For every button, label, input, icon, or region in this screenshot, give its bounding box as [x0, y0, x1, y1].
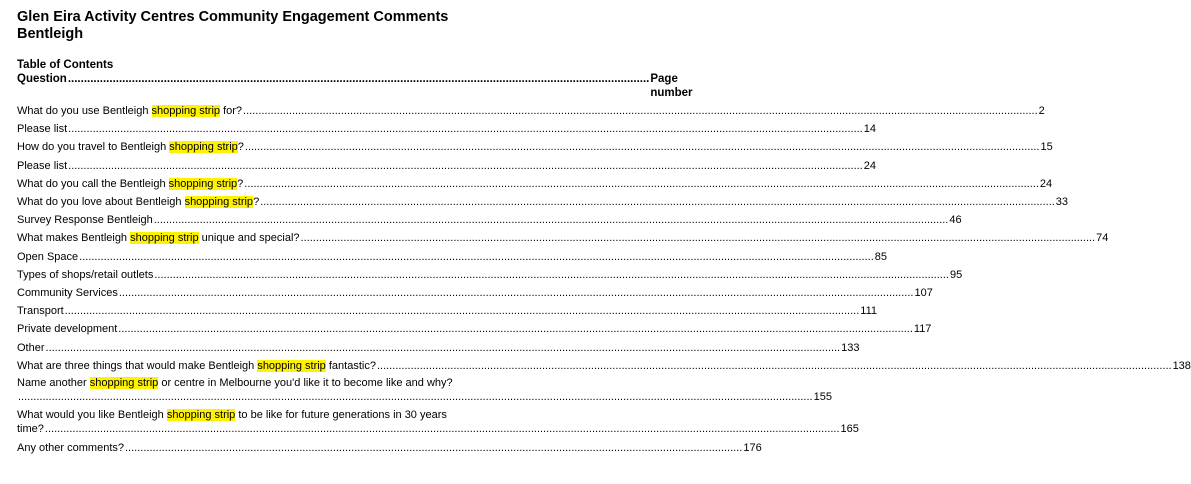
- toc-entry-page: 33: [1055, 196, 1069, 209]
- leader-dots: ....................................................................................................................................................................................................................................................................: [244, 141, 1040, 154]
- toc-entry[interactable]: [17, 229, 1109, 247]
- toc-entry-page: 24: [863, 159, 876, 172]
- leader-dots: ....................................................................................................................................................................................................................................................................: [79, 250, 874, 263]
- toc-entry[interactable]: [17, 138, 1053, 156]
- leader-dots: ....................................................................................................................................................................................................................................................................: [244, 177, 1039, 190]
- search-highlight: shopping strip: [166, 409, 236, 422]
- toc-entry[interactable]: [17, 375, 832, 404]
- leader-dots: ....................................................................................................................................................................................................................................................................: [118, 287, 914, 300]
- toc-entry-page: 176: [743, 442, 762, 455]
- leader-dots: ....................................................................................................................................................................................................................................................................: [64, 305, 860, 318]
- toc-entry-text: What are three things that would make Bentleigh shopping strip fantastic?: [17, 359, 376, 372]
- toc-entry[interactable]: [17, 211, 962, 229]
- leader-dots: ....................................................................................................................................................................................................................................................................: [260, 196, 1055, 209]
- toc-entry[interactable]: [17, 407, 859, 436]
- search-highlight: shopping strip: [168, 177, 238, 190]
- search-highlight: shopping strip: [151, 105, 221, 117]
- column-question-label: Question: [17, 73, 67, 85]
- toc-entry[interactable]: [17, 357, 1191, 375]
- leader-dots: ......................................................................................................................................................................................: [67, 73, 650, 85]
- toc-entry-page: 155: [813, 390, 832, 403]
- toc-entry[interactable]: [17, 339, 860, 357]
- toc-entry-page: 117: [913, 323, 932, 336]
- toc-entry[interactable]: [17, 193, 1069, 211]
- search-highlight: shopping strip: [89, 377, 159, 390]
- toc-entry-text: What do you call the Bentleigh shopping strip?: [17, 177, 244, 190]
- toc-entry-page: 133: [841, 341, 860, 354]
- toc-entry-page: 85: [874, 250, 888, 263]
- toc-entry-text-continued: time?: [17, 422, 44, 435]
- toc-entry-text: Any other comments?: [17, 442, 124, 455]
- toc-entry-page: 2: [1038, 105, 1045, 117]
- toc-entry[interactable]: [17, 266, 963, 284]
- leader-dots: ....................................................................................................................................................................................................................................................................: [18, 390, 813, 403]
- toc-entry-text: What do you love about Bentleigh shopping strip?: [17, 196, 260, 209]
- toc-entry[interactable]: [17, 157, 876, 175]
- toc-entry-page: 74: [1096, 232, 1109, 245]
- leader-dots: ....................................................................................................................................................................................................................................................................: [45, 341, 841, 354]
- toc-entry[interactable]: [17, 102, 1045, 120]
- toc-column-header: [17, 72, 693, 100]
- toc-entry-text: Open Space: [17, 250, 79, 263]
- column-page-label: Page number: [650, 73, 693, 99]
- toc-entry-page: 107: [914, 287, 933, 300]
- toc-entry-page: 14: [863, 123, 876, 136]
- document-title: Glen Eira Activity Centres Community Engagement Comments Bentleigh: [17, 9, 449, 42]
- toc-entry-text: What makes Bentleigh shopping strip unique and special?: [17, 232, 300, 245]
- leader-dots: ....................................................................................................................................................................................................................................................................: [153, 214, 949, 227]
- search-highlight: shopping strip: [257, 359, 326, 372]
- toc-entry-text: Other: [17, 341, 45, 354]
- leader-dots: ....................................................................................................................................................................................................................................................................: [300, 232, 1096, 245]
- toc-entry-text: How do you travel to Bentleigh shopping strip?: [17, 141, 244, 154]
- toc-entry-page: 46: [949, 214, 962, 227]
- leader-dots: ....................................................................................................................................................................................................................................................................: [154, 268, 949, 281]
- leader-dots: ....................................................................................................................................................................................................................................................................: [68, 123, 863, 136]
- toc-entry-text: What do you use Bentleigh shopping strip for?: [17, 105, 243, 117]
- leader-dots: ..........................................................................................................................................................................................................: [125, 442, 743, 455]
- toc-entry[interactable]: [17, 302, 878, 320]
- toc-entry[interactable]: [17, 284, 933, 302]
- toc-entry-page: 95: [949, 268, 963, 281]
- toc-entry-text: Please list: [17, 123, 68, 136]
- toc-entry-text: Types of shops/retail outlets: [17, 268, 154, 281]
- toc-entry[interactable]: [17, 175, 1053, 193]
- toc-entry-page: 24: [1039, 177, 1053, 190]
- search-highlight: shopping strip: [169, 141, 238, 154]
- toc-entry-page: 165: [840, 422, 859, 435]
- toc-entry-text: Survey Response Bentleigh: [17, 214, 153, 227]
- toc-entry-text: Name another shopping strip or centre in Melbourne you'd like it to become like and why?: [17, 377, 453, 390]
- toc-entry-text: Private development: [17, 323, 118, 336]
- toc-entry-page: 138: [1172, 359, 1191, 372]
- toc-entry-page: 15: [1040, 141, 1053, 154]
- leader-dots: ....................................................................................................................................................................................................................................................................: [243, 105, 1038, 117]
- search-highlight: shopping strip: [130, 232, 199, 245]
- toc-entry-text: Please list: [17, 159, 68, 172]
- toc-entry-text: Community Services: [17, 287, 118, 300]
- toc-entry-page: 111: [860, 305, 878, 318]
- toc-entry[interactable]: [17, 439, 762, 457]
- toc-entry-text: What would you like Bentleigh shopping strip to be like for future generations in 30 years: [17, 409, 447, 422]
- search-highlight: shopping strip: [184, 196, 254, 209]
- leader-dots: ....................................................................................................................................................................................................................................................................: [44, 422, 840, 435]
- leader-dots: ....................................................................................................................................................................................................................................................................: [376, 359, 1172, 372]
- toc-entries: [17, 102, 1191, 457]
- leader-dots: ....................................................................................................................................................................................................................................................................: [118, 323, 913, 336]
- toc-entry[interactable]: [17, 248, 888, 266]
- toc-entry[interactable]: [17, 120, 876, 138]
- toc-entry[interactable]: [17, 320, 932, 338]
- leader-dots: ....................................................................................................................................................................................................................................................................: [68, 159, 863, 172]
- toc-entry-text: Transport: [17, 305, 64, 318]
- toc-heading: Table of Contents: [17, 59, 114, 71]
